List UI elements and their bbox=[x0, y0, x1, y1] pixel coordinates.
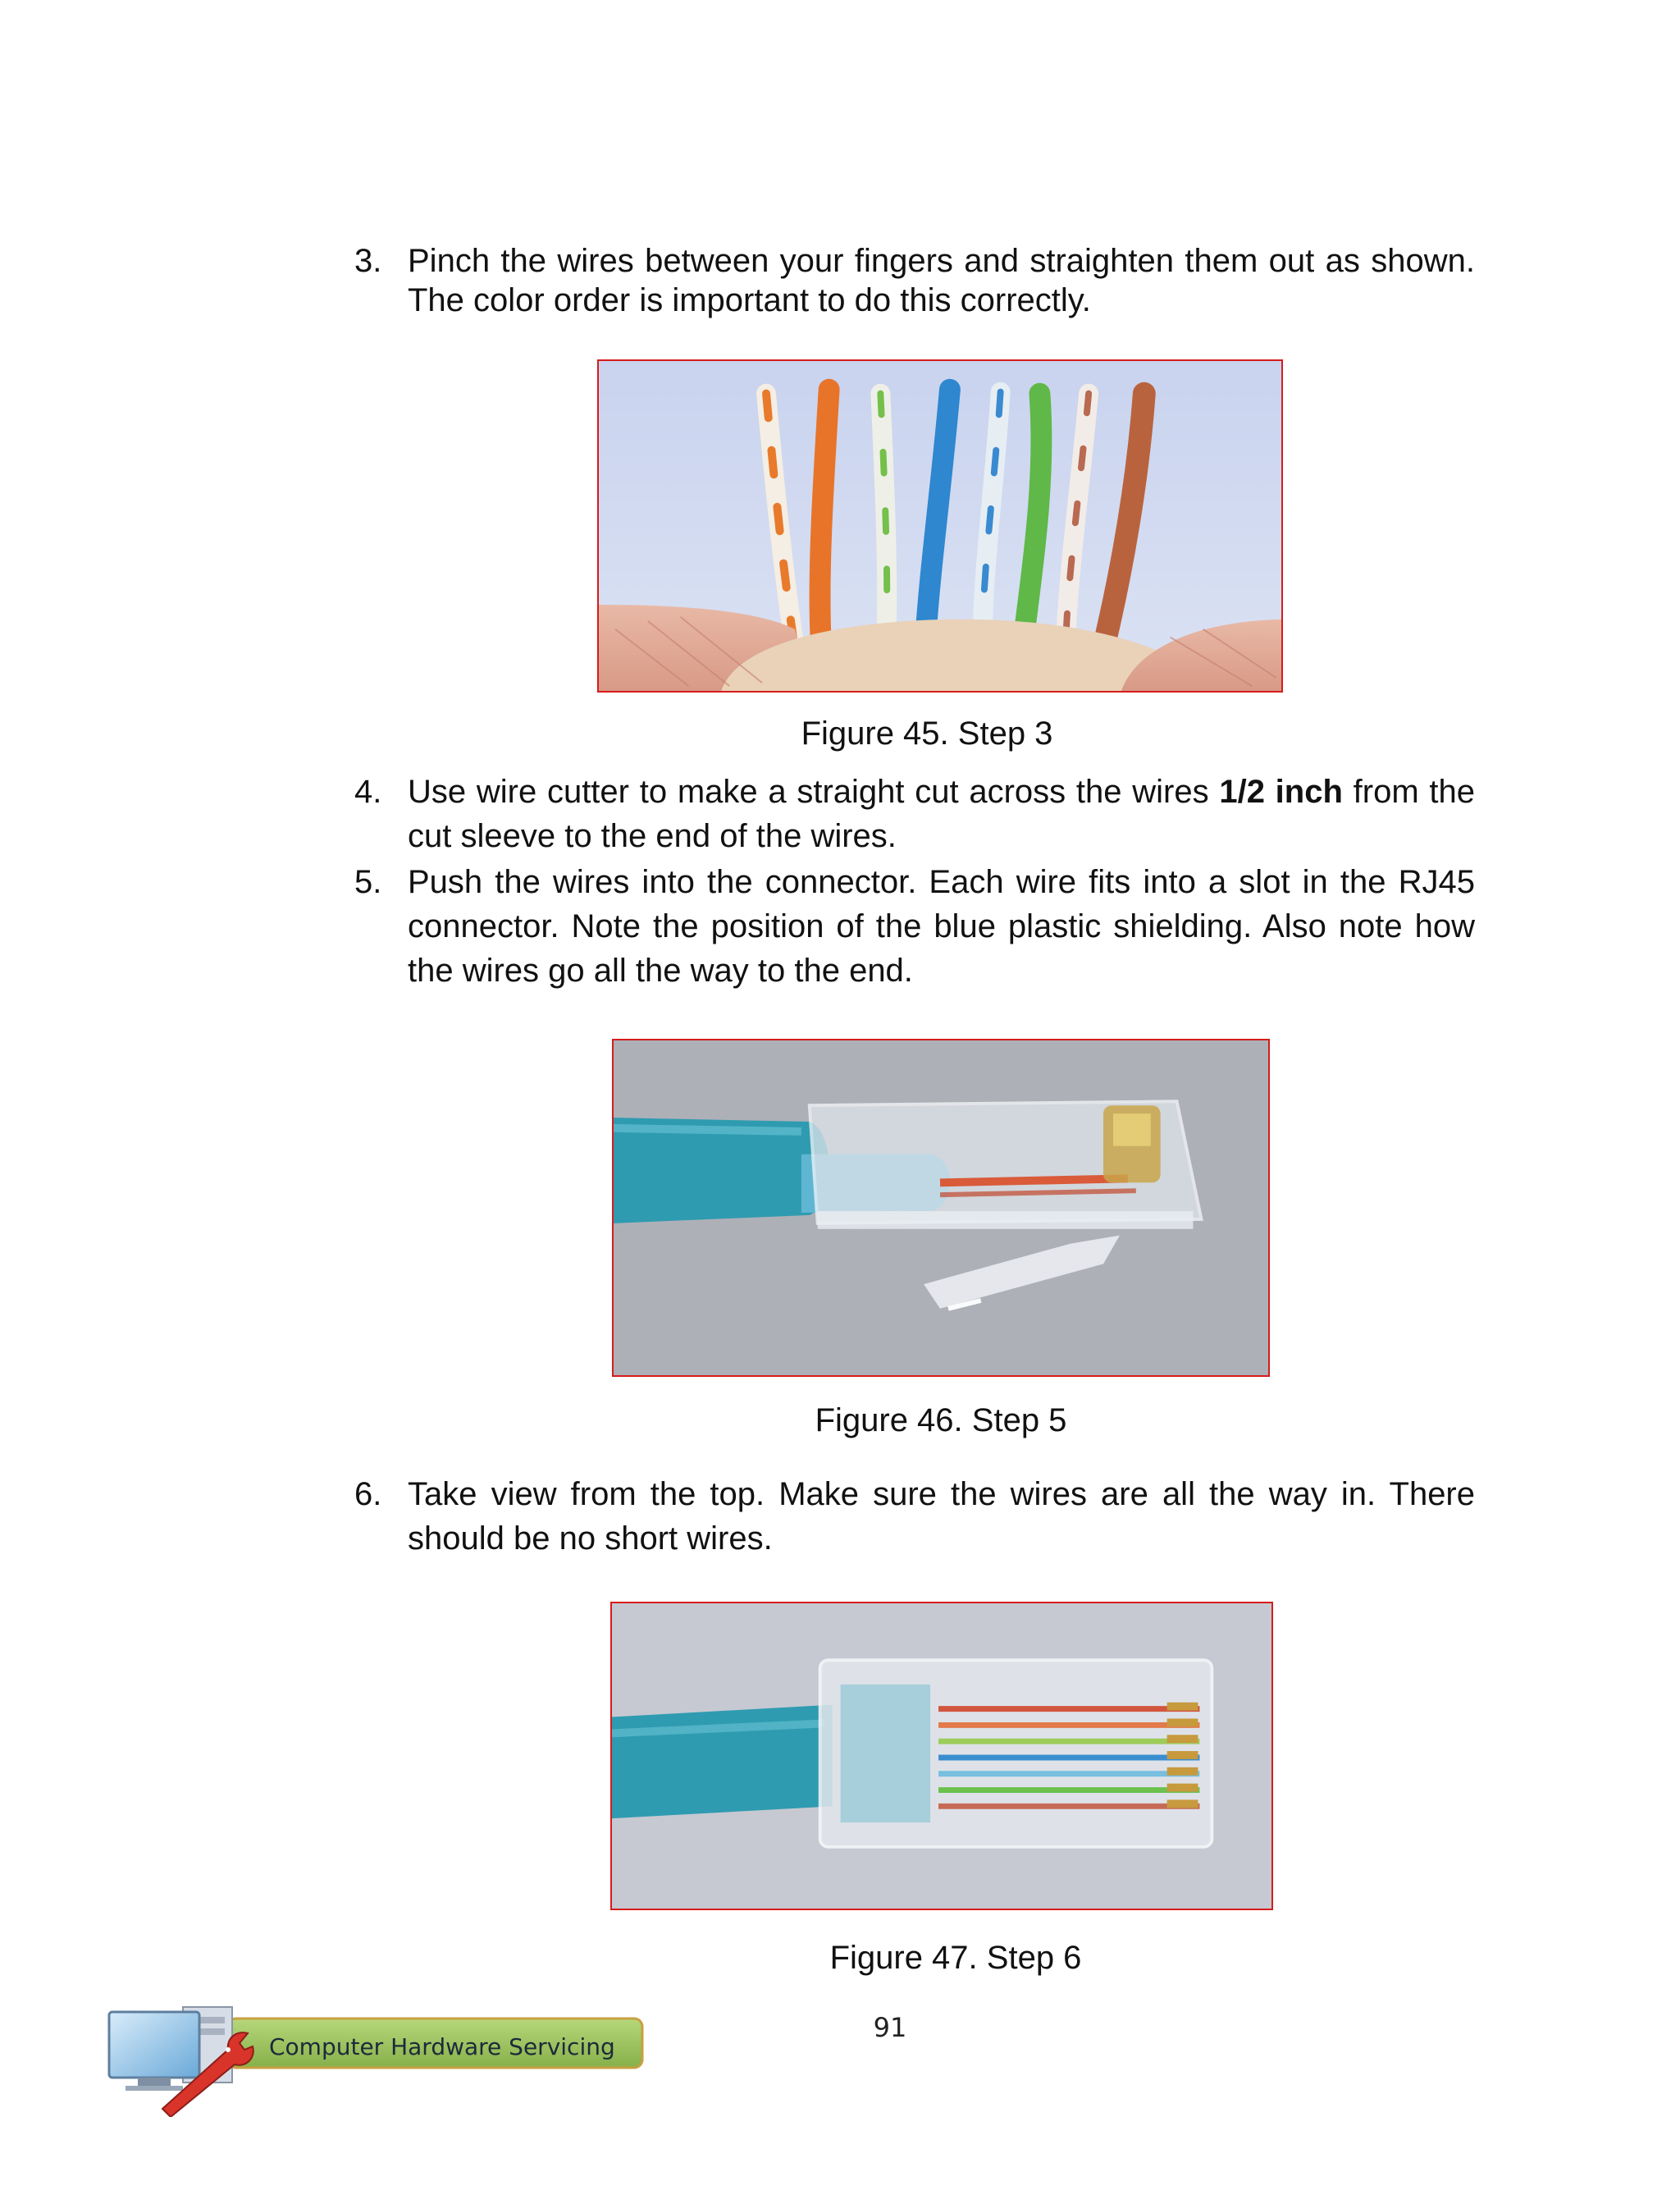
step-bold-text: 1/2 inch bbox=[1219, 774, 1343, 810]
step-5 bbox=[354, 860, 1475, 993]
step-text-part: from the cut sleeve to the end of the wires. bbox=[408, 774, 1475, 854]
figure-47-image bbox=[610, 1602, 1273, 1910]
step-3 bbox=[354, 241, 1475, 320]
step-number: 5. bbox=[354, 864, 382, 900]
step-6 bbox=[354, 1472, 1475, 1561]
logo-text: Computer Hardware Servicing bbox=[269, 2033, 615, 2060]
step-text: Push the wires into the connector. Each wire fits into a slot in the RJ45 connector. Note the position of the blue plastic shielding. Also note how the wires go all the way to the end. bbox=[408, 864, 1475, 989]
step-number: 6. bbox=[354, 1476, 382, 1512]
figure-46-image bbox=[612, 1039, 1270, 1377]
step-text: Pinch the wires between your fingers and straighten them out as shown. The color order is important to do this correctly. bbox=[408, 243, 1475, 318]
step-number: 4. bbox=[354, 774, 382, 810]
figure-46-caption: Figure 46. Step 5 bbox=[815, 1402, 1067, 1438]
step-text: Take view from the top. Make sure the wires are all the way in. There should be no short wires. bbox=[408, 1476, 1475, 1557]
figure-45-caption: Figure 45. Step 3 bbox=[801, 716, 1053, 752]
step-text bbox=[408, 770, 1475, 858]
step-text-part: Use wire cutter to make a straight cut across the wires bbox=[408, 774, 1220, 810]
page-number: 91 bbox=[873, 2012, 907, 2043]
step-4 bbox=[354, 770, 1475, 858]
figure-47-caption: Figure 47. Step 6 bbox=[829, 1940, 1082, 1976]
figure-45-image bbox=[597, 359, 1283, 693]
step-number: 3. bbox=[354, 243, 382, 279]
